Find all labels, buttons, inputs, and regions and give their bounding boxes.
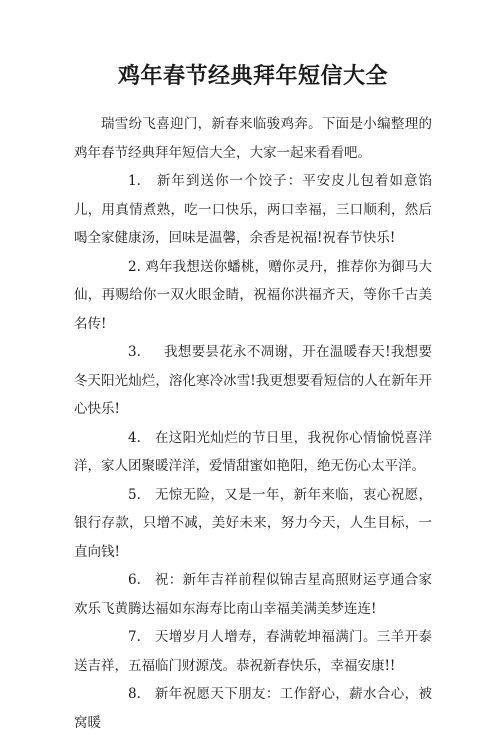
item-text: 鸡年我想送你蟠桃，赠你灵丹，推荐你为御马大仙，再赐给你一双火眼金睛，祝福你洪福齐天，等你千古美名传! [74,258,432,332]
item-text: 新年祝愿天下朋友：工作舒心，薪水合心，被窝暖 [74,686,433,731]
item-text: 我想要昙花永不凋谢，开在温暖春天!我想要冬天阳光灿烂，溶化寒冷冰雪!我更想要看短信的人在新年开心快乐! [74,344,432,417]
item-number: 8. [128,686,141,702]
list-item [74,680,432,737]
intro-paragraph: 瑞雪纷飞喜迎门，新春来临骏鸡奔。下面是小编整理的鸡年春节经典拜年短信大全，大家一起来看看吧。 [74,116,432,161]
item-text: 天增岁月人增寿，春满乾坤福满门。三羊开泰送吉祥，五福临门财源茂。恭祝新春快乐，幸福安康!! [74,629,433,674]
item-number: 2. [128,258,141,275]
list-item [74,623,432,680]
item-text: 新年到送你一个饺子：平安皮儿包着如意馅儿，用真情煮熟，吃一口快乐，两口幸福，三口顺利，然后喝全家健康汤，回味是温馨，余香是祝福!祝春节快乐! [74,173,433,246]
list-item [74,167,432,253]
list-item [74,566,432,623]
item-text: 祝：新年吉祥前程似锦吉星高照财运亨通合家欢乐飞黄腾达福如东海寿比南山幸福美满美梦连连! [74,572,433,617]
item-number: 5. [128,486,141,503]
item-number: 4. [128,429,141,446]
document-title: 鸡年春节经典拜年短信大全 [117,64,388,89]
item-number: 6. [128,572,141,588]
item-number: 7. [128,629,141,645]
item-text: 在这阳光灿烂的节日里，我祝你心情愉悦喜洋洋，家人团聚暖洋洋，爱情甜蜜如艳阳，绝无伤心太平洋。 [74,429,433,474]
list-item [74,253,432,339]
item-number: 1. [128,173,141,189]
document-body [74,110,432,737]
list-item [74,481,432,567]
list-item [74,338,432,424]
item-number: 3. [128,344,141,360]
list-item [74,424,432,481]
item-text: 无惊无险，又是一年，新年来临，衷心祝愿，银行存款，只增不减，美好未来，努力今天，人生目标，一直向钱! [74,486,433,560]
